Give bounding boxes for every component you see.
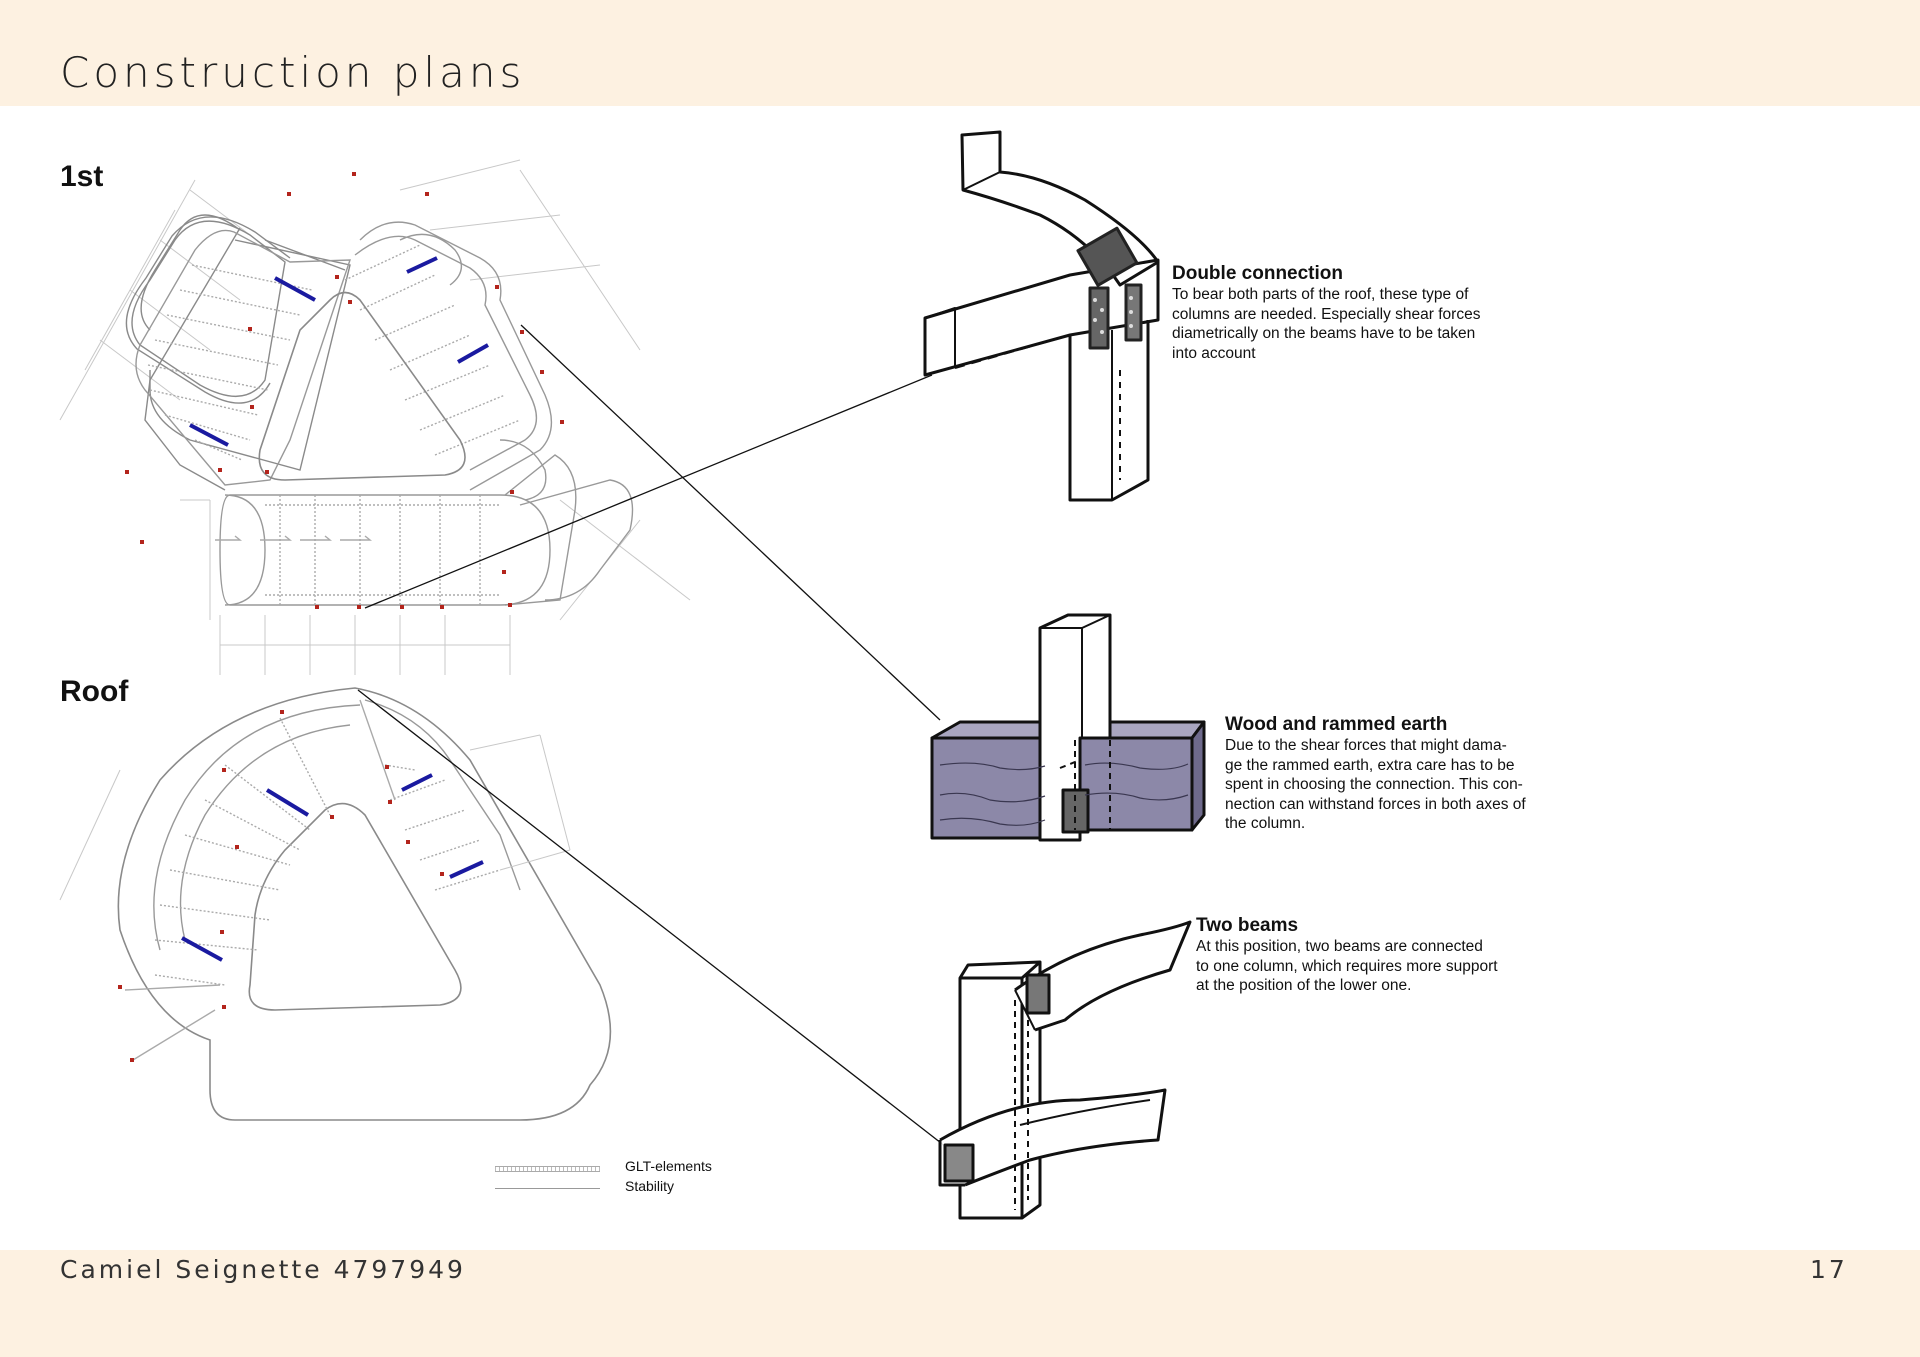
note-line: columns are needed. Especially shear forces — [1172, 305, 1481, 323]
note-line: spent in choosing the connection. This con- — [1225, 776, 1523, 793]
stability-swatch — [495, 1188, 600, 1189]
note-line: nection can withstand forces in both axes of — [1225, 795, 1526, 813]
legend-item-stability — [495, 1177, 735, 1197]
stability-braces-roof — [182, 775, 483, 960]
page-title: Construction plans — [60, 48, 526, 97]
note-line: At this position, two beams are connected — [1196, 938, 1483, 955]
glt-swatch — [495, 1166, 600, 1172]
legend-label: GLT-elements — [625, 1158, 712, 1174]
footer-author: Camiel Seignette 4797949 — [60, 1255, 466, 1284]
note-two-beams — [1196, 915, 1526, 996]
roof-label: Roof — [60, 675, 129, 708]
leader-lines — [358, 325, 950, 1150]
note-line: To bear both parts of the roof, these type of — [1172, 286, 1469, 303]
note-line: Due to the shear forces that might dama- — [1225, 737, 1507, 754]
roof-plan — [60, 688, 610, 1120]
first-floor-plan — [60, 160, 690, 675]
dimension-grid — [60, 160, 690, 675]
note-line: the column. — [1225, 815, 1306, 832]
note-double-connection — [1172, 263, 1492, 363]
detail-double-connection — [925, 132, 1158, 500]
note-wood-rammed-earth — [1225, 714, 1555, 834]
column-markers-first — [125, 172, 564, 609]
first-floor-label: 1st — [60, 160, 104, 193]
legend — [495, 1157, 735, 1207]
note-line: into account — [1172, 344, 1256, 362]
legend-label: Stability — [625, 1178, 675, 1194]
note-title: Double connection — [1172, 263, 1343, 284]
detail-two-beams — [940, 922, 1190, 1218]
note-line: to one column, which requires more support — [1196, 957, 1498, 975]
note-title: Two beams — [1196, 915, 1299, 936]
note-line: at the position of the lower one. — [1196, 977, 1412, 994]
note-line: diametrically on the beams have to be taken — [1172, 325, 1476, 342]
note-title: Wood and rammed earth — [1225, 714, 1448, 735]
page-number: 17 — [1810, 1255, 1848, 1284]
legend-item-glt — [495, 1157, 735, 1177]
note-line: ge the rammed earth, extra care has to be — [1225, 756, 1515, 774]
detail-wood-rammed-earth — [932, 615, 1204, 840]
